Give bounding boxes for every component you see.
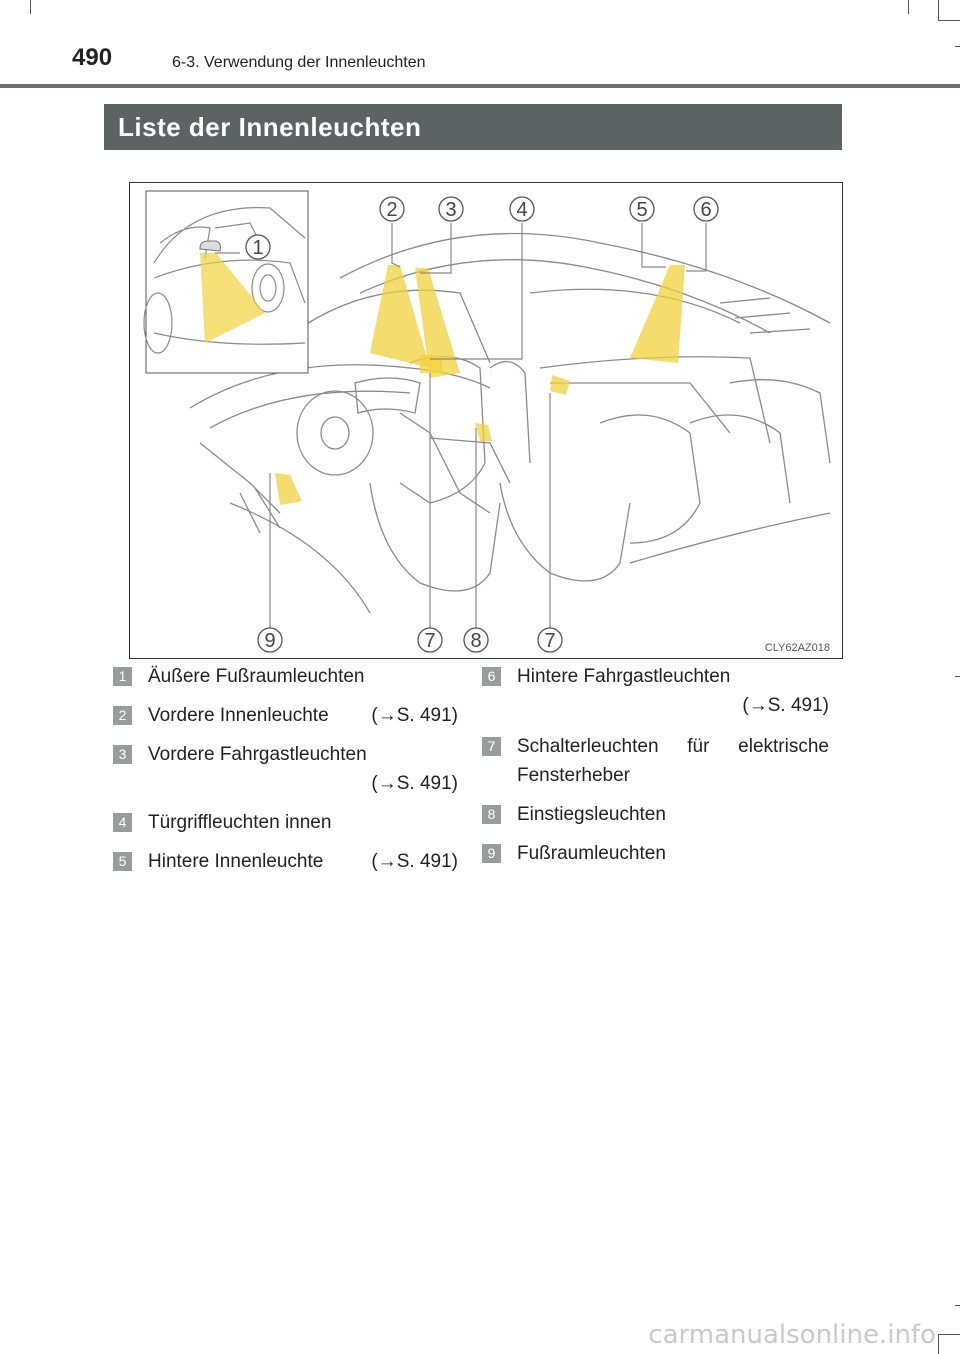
svg-text:5: 5: [636, 199, 648, 221]
callout-6: [694, 197, 718, 221]
crop-mark: [938, 1334, 939, 1354]
crop-mark: [938, 20, 960, 21]
item-number: 5: [113, 852, 132, 871]
figure-code: CLY62AZ018: [764, 642, 830, 654]
crop-mark: [908, 0, 909, 14]
page-number: 490: [72, 44, 113, 71]
svg-text:7: 7: [544, 630, 556, 652]
list-item: [113, 701, 458, 731]
callout-4: [510, 197, 534, 221]
exterior-inset: [144, 191, 308, 373]
item-label: Hintere Innenleuchte: [148, 851, 324, 872]
item-label: Äußere Fußraumleuchten: [148, 666, 365, 687]
item-number: 3: [113, 745, 132, 764]
item-label: Fußraumleuchten: [517, 843, 666, 864]
crop-mark: [955, 1305, 960, 1306]
crop-mark: [938, 1334, 960, 1335]
page-reference: (→S. 491): [371, 773, 458, 794]
item-label: Vordere Innenleuchte: [148, 705, 329, 726]
item-label: Vordere Fahrgastleuchten: [148, 744, 367, 765]
item-label: Hintere Fahrgastleuchten: [517, 666, 731, 687]
list-item: [113, 808, 458, 838]
svg-text:1: 1: [252, 237, 264, 259]
list-item: [113, 662, 458, 692]
footer-watermark: carmanualsonline.info: [648, 1320, 936, 1350]
list-item: [113, 740, 458, 800]
list-item: [482, 662, 829, 722]
list-item: [482, 732, 829, 792]
chapter-title: 6-3. Verwendung der Innenleuchten: [172, 54, 426, 71]
header-rule: [0, 84, 960, 88]
item-number: 2: [113, 706, 132, 725]
svg-text:3: 3: [445, 199, 457, 221]
page-reference: (→S. 491): [371, 851, 458, 872]
list-item: [482, 839, 829, 869]
callout-7b: [538, 628, 562, 652]
section-title: Liste der Innenleuchten: [118, 112, 422, 142]
page-reference: (→S. 491): [371, 705, 458, 726]
callout-1: [246, 235, 270, 259]
crop-mark: [30, 0, 31, 14]
svg-text:9: 9: [264, 630, 276, 652]
page-reference: (→S. 491): [742, 695, 829, 716]
item-number: 9: [482, 844, 501, 863]
crop-mark: [955, 676, 960, 677]
callout-9: [258, 628, 282, 652]
crop-mark: [938, 0, 939, 20]
svg-text:6: 6: [700, 199, 712, 221]
list-item: [113, 847, 458, 877]
callout-5: [630, 197, 654, 221]
svg-text:4: 4: [516, 199, 528, 221]
svg-text:8: 8: [470, 630, 482, 652]
callout-3: [439, 197, 463, 221]
car-interior-drawing: [130, 183, 842, 658]
item-number: 6: [482, 667, 501, 686]
item-number: 1: [113, 667, 132, 686]
svg-text:2: 2: [386, 199, 398, 221]
item-label: Türgriffleuchten innen: [148, 812, 332, 833]
section-header: [104, 104, 842, 150]
item-number: 7: [482, 737, 501, 756]
callout-7a: [418, 628, 442, 652]
item-label-line2: Fensterheber: [517, 765, 631, 786]
item-number: 4: [113, 813, 132, 832]
item-label: Schalterleuchten für elektrische: [517, 736, 829, 757]
item-label: Einstiegsleuchten: [517, 804, 666, 825]
list-item: [482, 800, 829, 830]
interior-lights-illustration: [129, 182, 843, 659]
callout-8: [464, 628, 488, 652]
crop-mark: [955, 46, 960, 47]
callout-2: [380, 197, 404, 221]
svg-text:7: 7: [424, 630, 436, 652]
item-number: 8: [482, 805, 501, 824]
